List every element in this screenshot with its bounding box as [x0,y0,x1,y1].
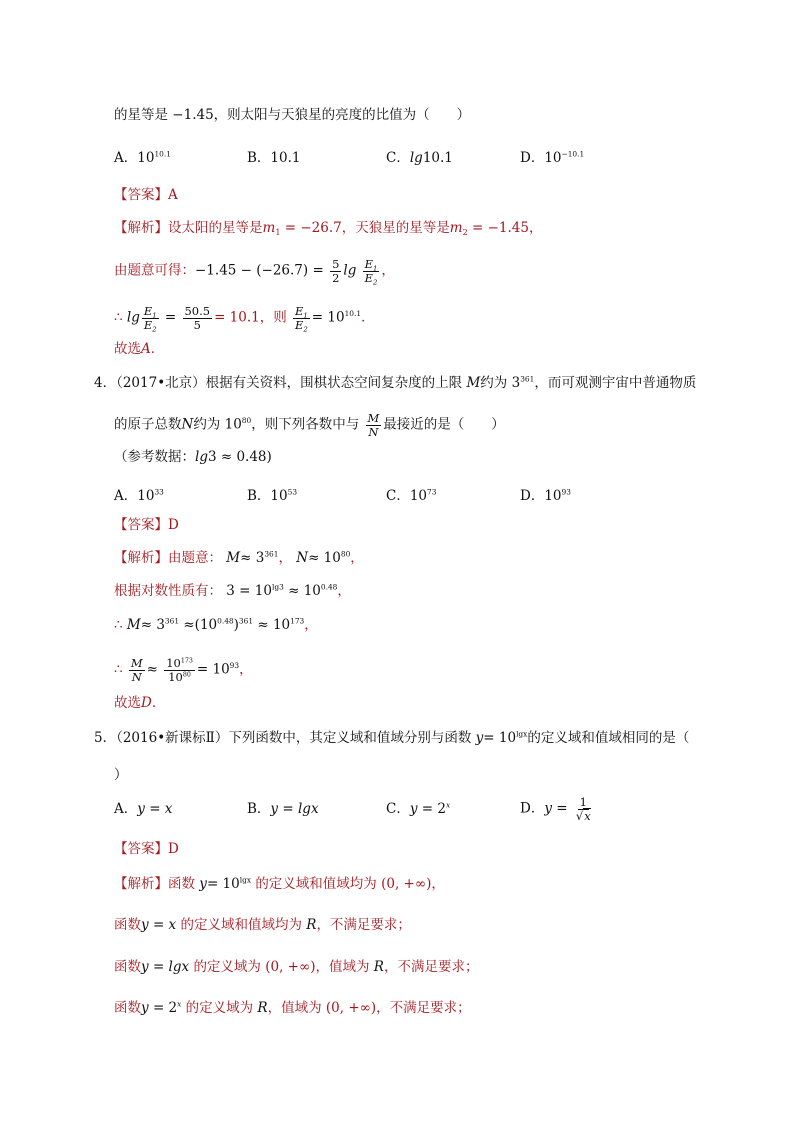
q3-option-c: C．lg10.1 [386,150,453,166]
q3-option-d: D．$10^{-10.1}$ [520,149,585,166]
q3-stem-tail: 的星等是 −1.45，则太阳与天狼星的亮度的比值为（ ） [114,107,471,123]
q4-analysis-line3: ∴ $M\approx 3^{361} \approx(10^{0.48})^{361} \approx 10^{173}$， [114,616,318,633]
q4-reference-data: （参考数据：lg3 ≈ 0.48) [114,449,272,465]
fraction-m-over-n: $\frac{M}{N}$ [367,411,380,439]
q5-analysis-line2: 函数y = x 的定义域和值域均为 R，不满足要求； [114,917,411,933]
fraction-e1-over-e2: $\frac{E_1}{E_2}$ [295,304,308,334]
q4-conclusion: 故选D． [114,695,166,711]
q4-option-b: B．$10^{53}$ [247,487,298,504]
q5-option-c: C．$y = 2^x$ [386,800,451,817]
fraction-5-over-2: $\frac{5}{2}$ [332,257,340,285]
q4-analysis-line1: 【解析】由题意： $M\approx 3^{361}$， $N\approx 10^{80}$， [114,549,364,566]
q5-option-a: A．y = x [114,801,173,817]
q3-option-a: A．$10^{10.1}$ [114,149,171,166]
q4-analysis-line4: ∴ $\frac{M}{N}$ ≈ $\frac{10^{173}}{10^{80}}$ = $10^{93}$， [114,656,253,684]
q5-answer: 【答案】D [114,841,179,857]
q3-option-b: B．10.1 [247,150,301,166]
q5-stem-line1: 5．（2016•新课标Ⅱ）下列函数中，其定义域和值域分别与函数 $y= 10^{lgx}$的定义域和值域相同的是（ [94,729,690,746]
q3-analysis-line1: 【解析】设太阳的星等是$m_1 = -26.7$，天狼星的星等是$m_2 = -1.45$， [114,220,543,237]
q4-analysis-line2: 根据对数性质有： $3 = 10^{lg3} \approx 10^{0.48}$， [114,582,351,599]
q4-stem-line2: 的原子总数N约为 $10^{80}$，则下列各数中与 $\frac{M}{N}$ 最接近的是（ ） [114,411,505,439]
q5-stem-line2: ） [114,767,128,783]
q3-analysis-line3: ∴ lg $\frac{E_1}{E_2}$ = $\frac{50.5}{5}$ = 10.1，则 $\frac{E_1}{E_2}$ = $10^{10.1}$． [114,304,375,334]
q4-option-d: D．$10^{93}$ [520,487,571,504]
q3-answer: 【答案】A [114,187,178,203]
q5-option-d: D．y = $\frac{1}{√x}$ [520,795,591,823]
q3-conclusion: 故选A． [114,341,165,357]
q4-answer: 【答案】D [114,517,179,533]
q3-analysis-line2: 由题意可得：−1.45 − (−26.7) = $\frac{5}{2}$ lg $\frac{E_1}{E_2}$ ， [114,257,395,287]
fraction-powers-of-ten: $\frac{10^{173}}{10^{80}}$ [166,656,193,684]
q4-stem-line1: 4．（2017•北京）根据有关资料，围棋状态空间复杂度的上限 M约为 $3^{361}$，而可观测宇宙中普通物质 [94,374,697,391]
fraction-e1-over-e2: $\frac{E_1}{E_2}$ [364,257,378,287]
q5-analysis-line4: 函数$y = 2^x$ 的定义域为 R，值域为 (0, +∞)，不满足要求； [114,999,471,1016]
q5-analysis-line3: 函数y = lgx 的定义域为 (0, +∞)，值域为 R，不满足要求； [114,959,479,975]
q4-option-c: C．$10^{73}$ [386,487,437,504]
fraction-one-over-sqrt-x: $\frac{1}{√x}$ [575,795,591,823]
q5-analysis-line1: 【解析】函数 $y= 10^{lgx}$ 的定义域和值域均为 (0, +∞)， [114,875,445,892]
fraction-m-over-n: $\frac{M}{N}$ [130,656,143,684]
fraction-505-over-5: $\frac{50.5}{5}$ [184,304,211,332]
q5-option-b: B．y = lgx [247,801,319,817]
q4-option-a: A．$10^{33}$ [114,487,164,504]
fraction-e1-over-e2: $\frac{E_1}{E_2}$ [143,304,157,334]
